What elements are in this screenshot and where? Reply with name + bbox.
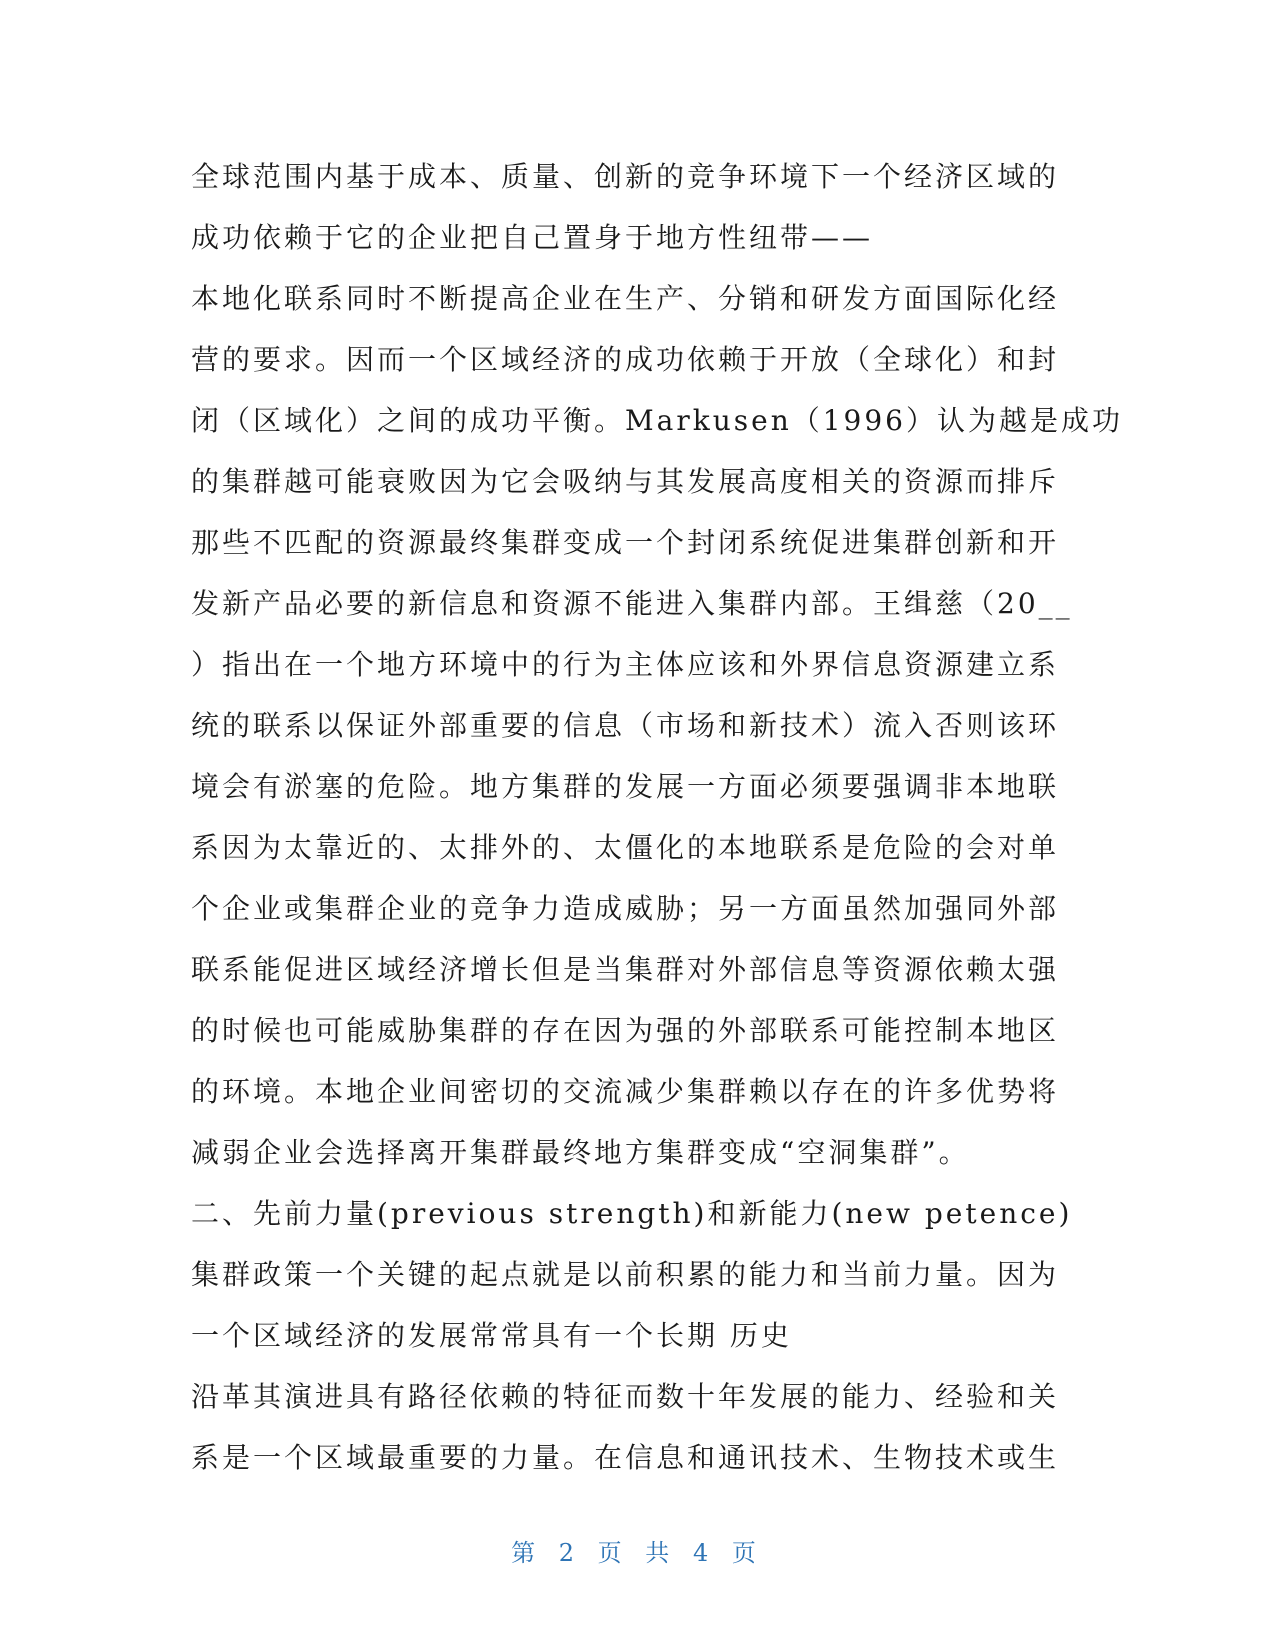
text-line: 境会有淤塞的危险。地方集群的发展一方面必须要强调非本地联 xyxy=(191,770,1060,803)
text-line: 闭（区域化）之间的成功平衡。Markusen（1996）认为越是成功 xyxy=(191,404,1123,437)
text-line: 减弱企业会选择离开集群最终地方集群变成“空洞集群”。 xyxy=(191,1136,970,1169)
text-line: 个企业或集群企业的竞争力造成威胁；另一方面虽然加强同外部 xyxy=(191,892,1060,925)
text-line: 的集群越可能衰败因为它会吸纳与其发展高度相关的资源而排斥 xyxy=(191,465,1060,498)
section-heading: 二、先前力量(previous strength)和新能力(new petence) xyxy=(191,1197,1073,1230)
text-line: 系因为太靠近的、太排外的、太僵化的本地联系是危险的会对单 xyxy=(191,831,1060,864)
text-line: 统的联系以保证外部重要的信息（市场和新技术）流入否则该环 xyxy=(191,709,1060,742)
page-number-footer: 第 2 页 共 4 页 xyxy=(511,1539,764,1567)
text-line: 本地化联系同时不断提高企业在生产、分销和研发方面国际化经 xyxy=(191,282,1060,315)
document-body xyxy=(191,146,1123,1488)
text-line: 那些不匹配的资源最终集群变成一个封闭系统促进集群创新和开 xyxy=(191,526,1060,559)
text-line: 营的要求。因而一个区域经济的成功依赖于开放（全球化）和封 xyxy=(191,343,1060,376)
text-line: 全球范围内基于成本、质量、创新的竞争环境下一个经济区域的 xyxy=(191,160,1060,193)
text-line: 沿革其演进具有路径依赖的特征而数十年发展的能力、经验和关 xyxy=(191,1380,1060,1413)
text-line: 发新产品必要的新信息和资源不能进入集群内部。王缉慈（20__ xyxy=(191,587,1073,620)
text-line: 一个区域经济的发展常常具有一个长期 历史 xyxy=(191,1319,792,1352)
text-line: 成功依赖于它的企业把自己置身于地方性纽带—— xyxy=(191,221,874,254)
text-line: 联系能促进区域经济增长但是当集群对外部信息等资源依赖太强 xyxy=(191,953,1060,986)
text-line: 的环境。本地企业间密切的交流减少集群赖以存在的许多优势将 xyxy=(191,1075,1060,1108)
text-line: 的时候也可能威胁集群的存在因为强的外部联系可能控制本地区 xyxy=(191,1014,1060,1047)
text-line: 集群政策一个关键的起点就是以前积累的能力和当前力量。因为 xyxy=(191,1258,1060,1291)
text-line: 系是一个区域最重要的力量。在信息和通讯技术、生物技术或生 xyxy=(191,1441,1060,1474)
text-line: ）指出在一个地方环境中的行为主体应该和外界信息资源建立系 xyxy=(191,648,1060,681)
